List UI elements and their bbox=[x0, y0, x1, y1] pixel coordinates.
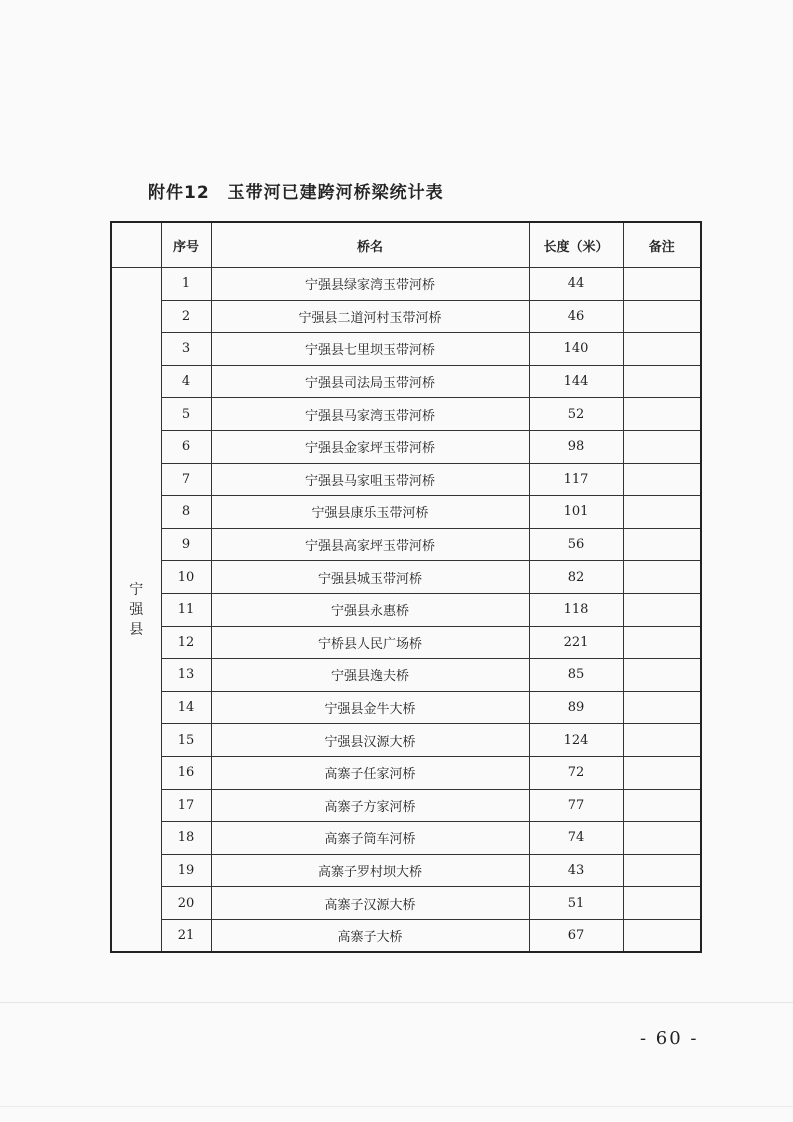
header-group bbox=[111, 222, 161, 268]
row-number-cell: 4 bbox=[161, 365, 211, 398]
length-cell: 56 bbox=[529, 528, 623, 561]
length-cell: 98 bbox=[529, 430, 623, 463]
bridge-name-cell: 宁桥县人民广场桥 bbox=[211, 626, 529, 659]
row-number-cell: 8 bbox=[161, 496, 211, 529]
remarks-cell bbox=[623, 919, 701, 952]
scan-artifact-line bbox=[0, 1106, 793, 1107]
table-row bbox=[111, 593, 701, 626]
bridge-name-cell: 宁强县逸夫桥 bbox=[211, 659, 529, 692]
remarks-cell bbox=[623, 463, 701, 496]
length-cell: 46 bbox=[529, 300, 623, 333]
row-number-cell: 9 bbox=[161, 528, 211, 561]
bridge-name-cell: 宁强县马家咀玉带河桥 bbox=[211, 463, 529, 496]
table-row bbox=[111, 430, 701, 463]
row-number-cell: 2 bbox=[161, 300, 211, 333]
table-row bbox=[111, 365, 701, 398]
header-number: 序号 bbox=[161, 222, 211, 268]
table-row bbox=[111, 398, 701, 431]
table-row bbox=[111, 496, 701, 529]
length-cell: 117 bbox=[529, 463, 623, 496]
row-number-cell: 3 bbox=[161, 333, 211, 366]
table-row bbox=[111, 854, 701, 887]
length-cell: 140 bbox=[529, 333, 623, 366]
bridge-name-cell: 宁强县司法局玉带河桥 bbox=[211, 365, 529, 398]
remarks-cell bbox=[623, 528, 701, 561]
length-cell: 43 bbox=[529, 854, 623, 887]
remarks-cell bbox=[623, 756, 701, 789]
length-cell: 72 bbox=[529, 756, 623, 789]
row-number-cell: 17 bbox=[161, 789, 211, 822]
length-cell: 67 bbox=[529, 919, 623, 952]
length-cell: 118 bbox=[529, 593, 623, 626]
length-cell: 52 bbox=[529, 398, 623, 431]
remarks-cell bbox=[623, 691, 701, 724]
bridge-name-cell: 高寨子汉源大桥 bbox=[211, 887, 529, 920]
bridge-name-cell: 高寨子筒车河桥 bbox=[211, 822, 529, 855]
row-number-cell: 1 bbox=[161, 268, 211, 301]
bridge-name-cell: 宁强县汉源大桥 bbox=[211, 724, 529, 757]
bridge-name-cell: 高寨子大桥 bbox=[211, 919, 529, 952]
bridge-statistics-table bbox=[110, 221, 702, 953]
bridge-name-cell: 宁强县二道河村玉带河桥 bbox=[211, 300, 529, 333]
remarks-cell bbox=[623, 333, 701, 366]
remarks-cell bbox=[623, 430, 701, 463]
remarks-cell bbox=[623, 887, 701, 920]
page-title bbox=[148, 178, 444, 203]
table-title: 玉带河已建跨河桥梁统计表 bbox=[227, 183, 444, 203]
row-number-cell: 18 bbox=[161, 822, 211, 855]
table-row bbox=[111, 919, 701, 952]
remarks-cell bbox=[623, 724, 701, 757]
remarks-cell bbox=[623, 268, 701, 301]
row-number-cell: 7 bbox=[161, 463, 211, 496]
bridge-name-cell: 宁强县金牛大桥 bbox=[211, 691, 529, 724]
remarks-cell bbox=[623, 300, 701, 333]
table-row bbox=[111, 691, 701, 724]
county-group-cell bbox=[111, 268, 161, 953]
remarks-cell bbox=[623, 659, 701, 692]
bridge-name-cell: 宁强县康乐玉带河桥 bbox=[211, 496, 529, 529]
table-row bbox=[111, 822, 701, 855]
bridge-name-cell: 宁强县高家坪玉带河桥 bbox=[211, 528, 529, 561]
length-cell: 89 bbox=[529, 691, 623, 724]
length-cell: 44 bbox=[529, 268, 623, 301]
header-length: 长度（米） bbox=[529, 222, 623, 268]
bridge-name-cell: 高寨子任家河桥 bbox=[211, 756, 529, 789]
remarks-cell bbox=[623, 398, 701, 431]
bridge-name-cell: 宁强县七里坝玉带河桥 bbox=[211, 333, 529, 366]
county-group-label: 宁强县 bbox=[129, 581, 144, 638]
remarks-cell bbox=[623, 822, 701, 855]
bridge-name-cell: 宁强县绿家湾玉带河桥 bbox=[211, 268, 529, 301]
scan-artifact-line bbox=[0, 1002, 793, 1003]
bridge-name-cell: 高寨子罗村坝大桥 bbox=[211, 854, 529, 887]
remarks-cell bbox=[623, 854, 701, 887]
table-row bbox=[111, 756, 701, 789]
row-number-cell: 21 bbox=[161, 919, 211, 952]
table-row bbox=[111, 887, 701, 920]
row-number-cell: 13 bbox=[161, 659, 211, 692]
row-number-cell: 6 bbox=[161, 430, 211, 463]
table-row bbox=[111, 333, 701, 366]
bridge-name-cell: 宁强县城玉带河桥 bbox=[211, 561, 529, 594]
bridge-name-cell: 高寨子方家河桥 bbox=[211, 789, 529, 822]
remarks-cell bbox=[623, 626, 701, 659]
table-row bbox=[111, 659, 701, 692]
length-cell: 51 bbox=[529, 887, 623, 920]
table-row bbox=[111, 528, 701, 561]
length-cell: 82 bbox=[529, 561, 623, 594]
remarks-cell bbox=[623, 789, 701, 822]
remarks-cell bbox=[623, 365, 701, 398]
remarks-cell bbox=[623, 593, 701, 626]
table-row bbox=[111, 724, 701, 757]
table-row bbox=[111, 626, 701, 659]
appendix-label: 附件12 bbox=[148, 183, 210, 203]
header-bridge-name: 桥名 bbox=[211, 222, 529, 268]
length-cell: 124 bbox=[529, 724, 623, 757]
length-cell: 221 bbox=[529, 626, 623, 659]
row-number-cell: 15 bbox=[161, 724, 211, 757]
table-row bbox=[111, 300, 701, 333]
table-row bbox=[111, 268, 701, 301]
remarks-cell bbox=[623, 496, 701, 529]
row-number-cell: 11 bbox=[161, 593, 211, 626]
length-cell: 144 bbox=[529, 365, 623, 398]
table-row bbox=[111, 463, 701, 496]
length-cell: 85 bbox=[529, 659, 623, 692]
length-cell: 101 bbox=[529, 496, 623, 529]
table-row bbox=[111, 561, 701, 594]
remarks-cell bbox=[623, 561, 701, 594]
row-number-cell: 14 bbox=[161, 691, 211, 724]
bridge-name-cell: 宁强县马家湾玉带河桥 bbox=[211, 398, 529, 431]
row-number-cell: 10 bbox=[161, 561, 211, 594]
length-cell: 74 bbox=[529, 822, 623, 855]
table-header-row bbox=[111, 222, 701, 268]
row-number-cell: 5 bbox=[161, 398, 211, 431]
page-number: - 60 - bbox=[640, 1028, 699, 1049]
row-number-cell: 16 bbox=[161, 756, 211, 789]
row-number-cell: 19 bbox=[161, 854, 211, 887]
table-row bbox=[111, 789, 701, 822]
row-number-cell: 20 bbox=[161, 887, 211, 920]
row-number-cell: 12 bbox=[161, 626, 211, 659]
bridge-name-cell: 宁强县金家坪玉带河桥 bbox=[211, 430, 529, 463]
bridge-name-cell: 宁强县永惠桥 bbox=[211, 593, 529, 626]
length-cell: 77 bbox=[529, 789, 623, 822]
header-remarks: 备注 bbox=[623, 222, 701, 268]
